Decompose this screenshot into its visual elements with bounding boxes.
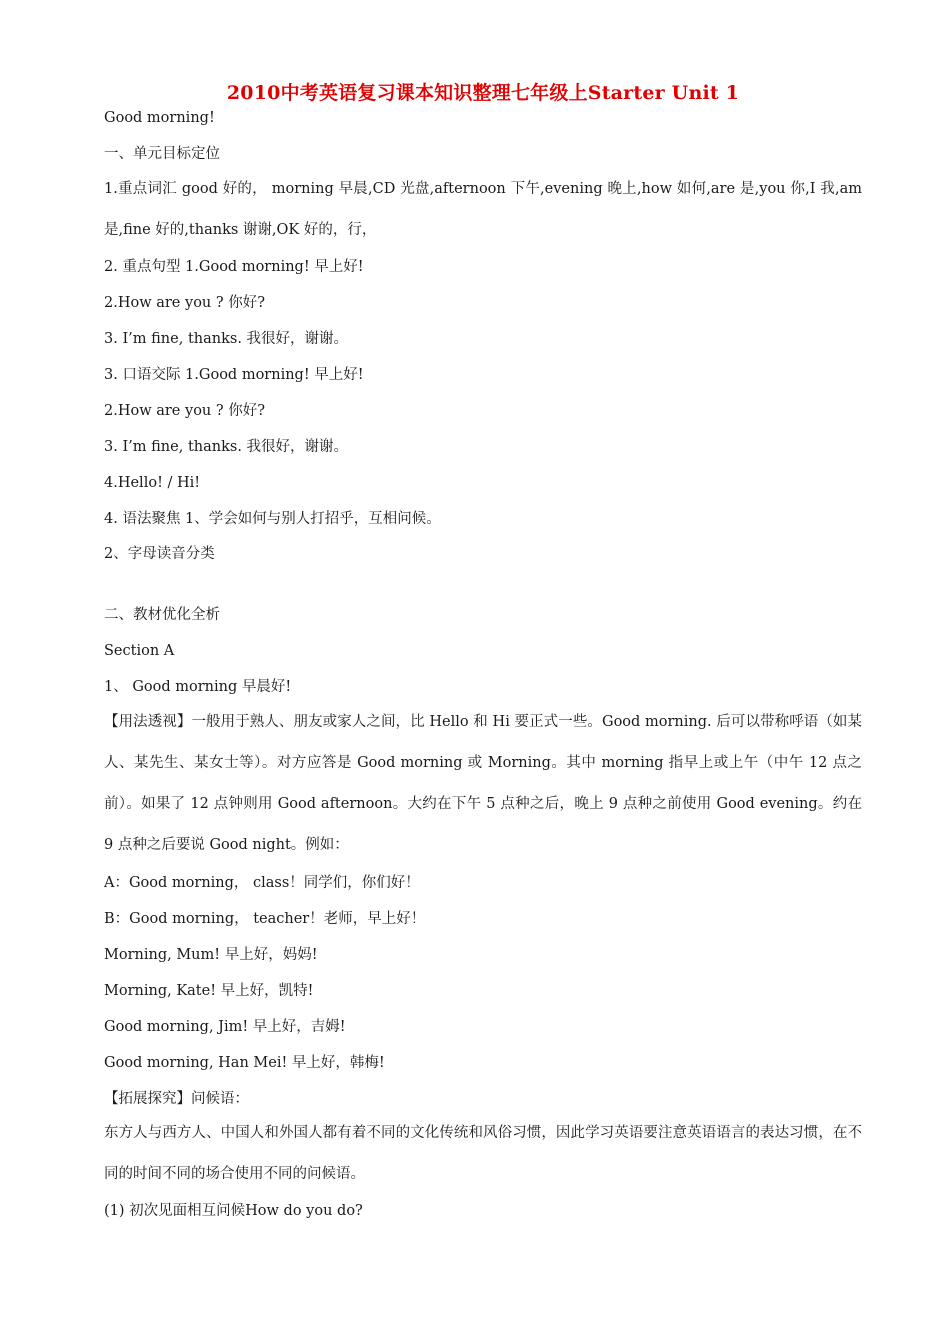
- text-line: 【拓展探究】问候语：: [104, 1091, 249, 1107]
- text-line: 2.How are you ? 你好?: [104, 295, 266, 311]
- document-title: 2010中考英语复习课本知识整理七年级上Starter Unit 1: [226, 82, 740, 104]
- text-line: Good morning, Jim! 早上好，吉姆!: [104, 1019, 346, 1035]
- text-line: 4. 语法聚焦 1、学会如何与别人打招乎，互相问候。: [104, 511, 441, 527]
- text-line: 2.How are you ? 你好?: [104, 403, 266, 419]
- paragraph: 【用法透视】一般用于熟人、朋友或家人之间，比 Hello 和 Hi 要正式一些。Good morning. 后可以带称呼语（如某人、某先生、某女士等）。对方应答是 Good morning 或 Morning。其中 morning 指早上或上午（中午 12 点之前）。如果了 12 点钟则用 Good afternoon。大约在下午 5 点种之后，晚上 9 点种之前使用 Good evening。约在 9 点种之后要说 Good night。例如：: [104, 714, 862, 853]
- text-line: Section A: [104, 643, 175, 659]
- text-line: 2、字母读音分类: [104, 546, 215, 562]
- text-line: 一、单元目标定位: [104, 146, 220, 162]
- text-line: 二、教材优化全析: [104, 607, 220, 623]
- text-line: (1) 初次见面相互问候How do you do?: [104, 1203, 363, 1219]
- text-line: Morning, Kate! 早上好，凯特!: [104, 983, 314, 999]
- text-line: B：Good morning， teacher！老师，早上好！: [104, 911, 426, 927]
- text-line: Good morning, Han Mei! 早上好，韩梅!: [104, 1055, 385, 1071]
- paragraph: 东方人与西方人、中国人和外国人都有着不同的文化传统和风俗习惯，因此学习英语要注意英语语言的表达习惯，在不同的时间不同的场合使用不同的问候语。: [104, 1125, 862, 1182]
- text-line: 2. 重点句型 1.Good morning! 早上好!: [104, 259, 364, 275]
- text-line: 3. I’m fine, thanks. 我很好，谢谢。: [104, 439, 349, 455]
- text-line: 1、 Good morning 早晨好!: [104, 679, 292, 695]
- text-line: Good morning!: [104, 110, 215, 126]
- text-line: Morning, Mum! 早上好，妈妈!: [104, 947, 318, 963]
- text-line: 3. I’m fine, thanks. 我很好，谢谢。: [104, 331, 349, 347]
- text-line: 3. 口语交际 1.Good morning! 早上好!: [104, 367, 364, 383]
- paragraph: 1.重点词汇 good 好的， morning 早晨,CD 光盘,afternoon 下午,evening 晚上,how 如何,are 是,you 你,I 我,am 是,fine 好的,thanks 谢谢,OK 好的，行，: [104, 181, 862, 238]
- text-line: A：Good morning， class！同学们，你们好！: [104, 875, 420, 891]
- text-line: 4.Hello! / Hi!: [104, 475, 201, 491]
